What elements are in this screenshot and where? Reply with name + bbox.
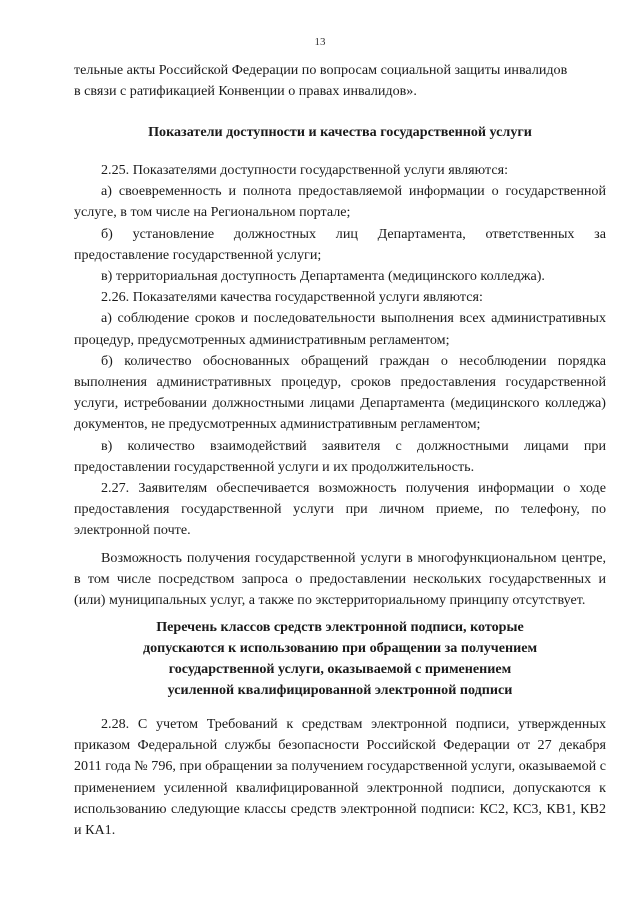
paragraph-2-26-v: в) количество взаимодействий заявителя с должностными лицами при предоставлении государственной услуги и их продолжительность. — [74, 437, 606, 475]
heading-line-3: государственной услуги, оказываемой с применением — [168, 661, 512, 677]
heading-line-4: усиленной квалифицированной электронной подписи — [167, 682, 513, 698]
intro-text — [74, 60, 606, 102]
paragraph-2-28: 2.28. С учетом Требований к средствам электронной подписи, утвержденных приказом Федеральной службы безопасности Российской Федерации от 27 декабря 2011 года № 796, при обращении за получением государственной услуги, оказываемой с применением усиленной квалифицированной электронной подписи, допускаются к использованию следующие классы средств электронной подписи: КС2, КС3, КВ1, КВ2 и КА1. — [74, 716, 606, 839]
paragraph-2-25: 2.25. Показателями доступности государственной услуги являются: — [101, 162, 508, 178]
paragraph-2-26-a: а) соблюдение сроков и последовательности выполнения всех административных процедур, предусмотренных административным регламентом; — [74, 310, 606, 348]
section-heading-signature — [74, 617, 606, 701]
paragraph-2-25-a: а) своевременность и полнота предоставляемой информации о государственной услуге, в том числе на Региональном портале; — [74, 183, 606, 221]
paragraph-2-25-b: б) установление должностных лиц Департамента, ответственных за предоставление государственной услуги; — [74, 225, 606, 263]
paragraph-2-27: 2.27. Заявителям обеспечивается возможность получения информации о ходе предоставления государственной услуги при личном приеме, по телефону, по электронной почте. — [74, 480, 606, 539]
section-body-signature — [74, 714, 606, 841]
intro-line-2: в связи с ратификацией Конвенции о правах инвалидов». — [74, 83, 417, 100]
intro-line-1: тельные акты Российской Федерации по вопросам социальной защиты инвалидов — [74, 62, 568, 78]
section-heading-availability: Показатели доступности и качества государственной услуги — [148, 124, 532, 140]
paragraph-2-26-b: б) количество обоснованных обращений граждан о несоблюдении порядка выполнения административных процедур, сроков предоставления государственной услуги, истребовании должностными лицами Департамента (медицинского колледжа) документов, не предусмотренных административным регламентом; — [74, 352, 606, 433]
heading-line-1: Перечень классов средств электронной подписи, которые — [156, 619, 524, 635]
section-body-availability — [74, 160, 606, 611]
paragraph-2-25-v: в) территориальная доступность Департамента (медицинского колледжа). — [101, 268, 545, 285]
paragraph-mfc: Возможность получения государственной услуги в многофункциональном центре, в том числе посредством запроса о предоставлении нескольких государственных и (или) муниципальных услуг, а также по экстерриториальному принципу отсутствует. — [74, 549, 606, 609]
page-number: 13 — [314, 36, 326, 48]
heading-line-2: допускаются к использованию при обращении за получением — [142, 640, 538, 656]
paragraph-2-26: 2.26. Показателями качества государственной услуги являются: — [101, 289, 483, 306]
